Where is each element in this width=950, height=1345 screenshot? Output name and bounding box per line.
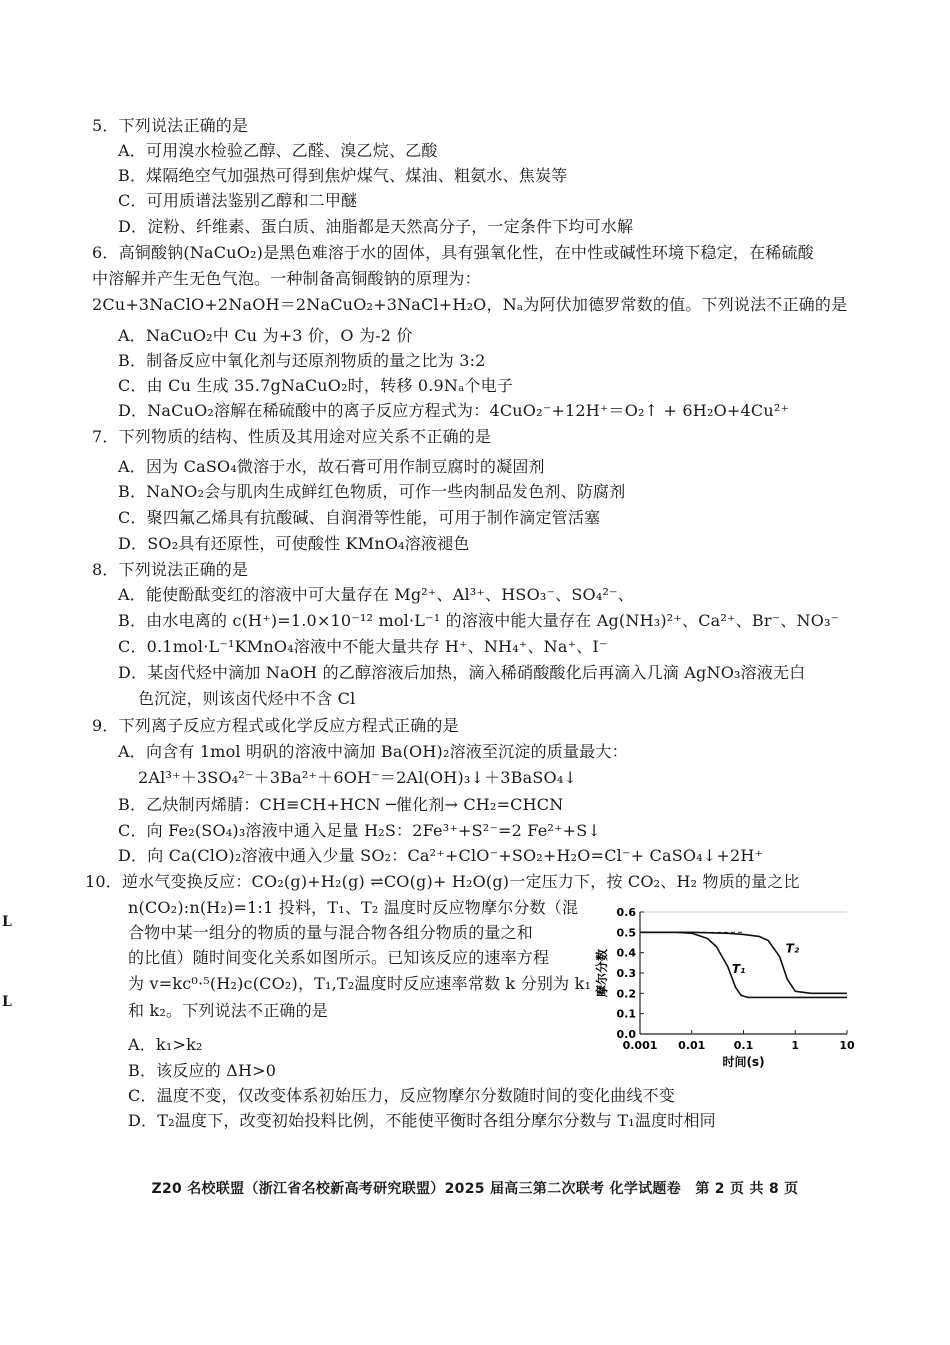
x-axis-label: 时间(s) [722,1055,765,1069]
q7-option-b: B．NaNO₂会与肌肉生成鲜红色物质，可作一些肉制品发色剂、防腐剂 [118,482,626,501]
q8-option-a: A．能使酚酞变红的溶液中可大量存在 Mg²⁺、Al³⁺、HSO₃⁻、SO₄²⁻、 [118,585,634,604]
q5-option-c: C．可用质谱法鉴别乙醇和二甲醚 [118,191,358,210]
q6-stem-line3: 2Cu+3NaClO+2NaOH＝2NaCuO₂+3NaCl+H₂O，Nₐ为阿伏加德罗常数的值。下列说法不正确的是 [92,295,848,314]
page-footer: Z20 名校联盟（浙江省名校新高考研究联盟）2025 届高三第二次联考 化学试题卷 第 2 页 共 8 页 [151,1181,799,1197]
q6-option-a: A．NaCuO₂中 Cu 为+3 价，O 为-2 价 [118,326,413,345]
q8-option-c: C．0.1mol·L⁻¹KMnO₄溶液中不能大量共存 H⁺、NH₄⁺、Na⁺、I⁻ [118,637,608,656]
y-tick-label: 0.1 [616,1007,636,1021]
q9-option-c: C．向 Fe₂(SO₄)₃溶液中通入足量 H₂S：2Fe³⁺+S²⁻=2 Fe²⁺+S↓ [118,821,602,840]
q9-option-d: D．向 Ca(ClO)₂溶液中通入少量 SO₂：Ca²⁺+ClO⁻+SO₂+H₂O=Cl⁻+ CaSO₄↓+2H⁺ [118,846,764,865]
q9-option-b: B．乙炔制丙烯腈：CH≡CH+HCN ─催化剂→ CH₂=CHCN [118,795,564,814]
q10-stem-line5: 为 v=kc⁰·⁵(H₂)c(CO₂)，T₁,T₂温度时反应速率常数 k 分别为 k₁ [128,974,592,993]
q5-option-a: A．可用溴水检验乙醇、乙醛、溴乙烷、乙酸 [118,141,438,160]
q8-option-d-line1: D．某卤代烃中滴加 NaOH 的乙醇溶液后加热，滴入稀硝酸酸化后再滴入几滴 AgNO₃溶液无白 [118,663,806,682]
q10-stem-line2: n(CO₂):n(H₂)=1:1 投料，T₁、T₂ 温度时反应物摩尔分数（混 [128,898,579,917]
x-tick-label: 1 [791,1039,800,1052]
q10-option-c: C．温度不变，仅改变体系初始压力，反应物摩尔分数随时间的变化曲线不变 [128,1086,676,1105]
y-tick-label: 0.2 [616,987,636,1001]
q9-option-a-line2: 2Al³⁺＋3SO₄²⁻＋3Ba²⁺＋6OH⁻＝2Al(OH)₃↓＋3BaSO₄↓ [138,768,578,787]
q6-option-b: B．制备反应中氧化剂与还原剂物质的量之比为 3:2 [118,351,486,370]
x-tick-label: 0.1 [733,1039,754,1052]
y-tick-label: 0.5 [616,926,636,940]
q6-stem-line2: 中溶解并产生无色气泡。一种制备高铜酸钠的原理为： [92,269,481,288]
q6-option-d: D．NaCuO₂溶解在稀硫酸中的离子反应方程式为：4CuO₂⁻+12H⁺＝O₂↑ + 6H₂O+4Cu²⁺ [118,401,790,420]
q10-stem-line6: 和 k₂。下列说法不正确的是 [128,1001,328,1020]
x-axis-ticks [623,1030,855,1052]
x-tick-label: 10 [839,1039,855,1052]
q8-option-d-line2: 色沉淀，则该卤代烃中不含 Cl [138,689,356,708]
x-tick-label: 0.001 [622,1039,658,1052]
q10-stem-line1: 10．逆水气变换反应：CO₂(g)+H₂(g) ⇌CO(g)+ H₂O(g)一定压力下，按 CO₂、H₂ 物质的量之比 [85,872,800,891]
q5-stem: 5．下列说法正确的是 [92,116,249,135]
q5-option-d: D．淀粉、纤维素、蛋白质、油脂都是天然高分子，一定条件下均可水解 [118,217,634,236]
q10-stem-line3: 合物中某一组分的物质的量与混合物各组分物质的量之和 [128,923,534,942]
q8-option-b: B．由水电离的 c(H⁺)=1.0×10⁻¹² mol·L⁻¹ 的溶液中能大量存在 Ag(NH₃)²⁺、Ca²⁺、Br⁻、NO₃⁻ [118,611,840,630]
series-label-1: T₁ [731,962,746,976]
margin-mark: L [2,914,12,930]
y-axis-label: 摩尔分数 [595,948,609,998]
q5-option-b: B．煤隔绝空气加强热可得到焦炉煤气、煤油、粗氨水、焦炭等 [118,166,568,185]
q10-stem-line4: 的比值）随时间变化关系如图所示。已知该反应的速率方程 [128,948,550,967]
q7-option-c: C．聚四氟乙烯具有抗酸碱、自润滑等性能，可用于制作滴定管活塞 [118,508,601,527]
y-tick-label: 0.4 [616,946,636,960]
y-tick-label: 0.3 [616,967,636,980]
margin-mark: L [2,994,12,1010]
series-layer [640,932,847,997]
q7-stem: 7．下列物质的结构、性质及其用途对应关系不正确的是 [92,427,492,446]
y-tick-label: 0.6 [616,906,636,919]
q7-option-d: D．SO₂具有还原性，可使酸性 KMnO₄溶液褪色 [118,534,470,553]
q10-option-b: B．该反应的 ΔH>0 [128,1061,277,1080]
mole-fraction-chart [592,898,862,1078]
q6-stem-line1: 6．高铜酸钠(NaCuO₂)是黑色难溶于水的固体，具有强氧化性，在中性或碱性环境下稳定，在稀硫酸 [92,243,814,262]
series-label-2: T₂ [785,941,800,956]
q6-option-c: C．由 Cu 生成 35.7gNaCuO₂时，转移 0.9Nₐ个电子 [118,376,514,395]
q9-stem: 9．下列离子反应方程式或化学反应方程式正确的是 [92,716,459,735]
x-tick-label: 0.01 [678,1039,706,1052]
q10-option-a: A．k₁>k₂ [128,1035,203,1054]
q8-stem: 8．下列说法正确的是 [92,560,249,579]
y-tick-label: 0.0 [616,1028,636,1041]
q9-option-a-line1: A．向含有 1mol 明矾的溶液中滴加 Ba(OH)₂溶液至沉淀的质量最大： [118,742,628,761]
q10-option-d: D．T₂温度下，改变初始投料比例，不能使平衡时各组分摩尔分数与 T₁温度时相同 [128,1111,716,1130]
q7-option-a: A．因为 CaSO₄微溶于水，故石膏可用作制豆腐时的凝固剂 [118,457,545,476]
